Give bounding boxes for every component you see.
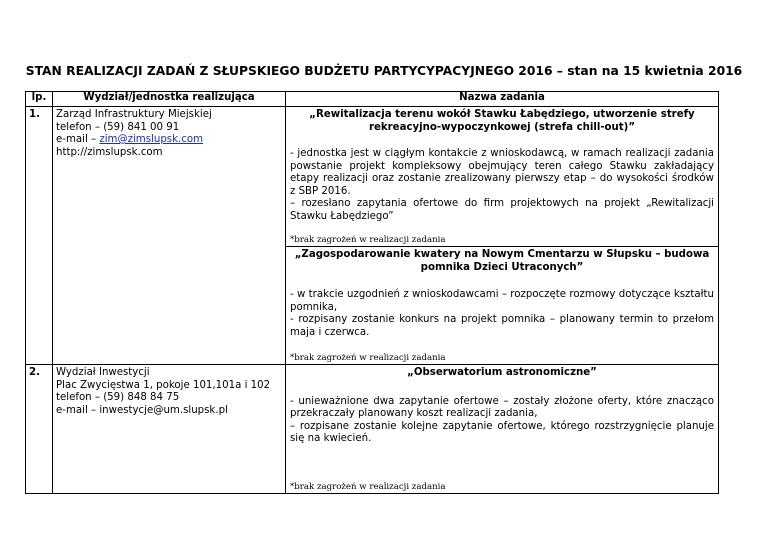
task-description: [290, 148, 714, 223]
table-row: [26, 365, 719, 494]
unit-cell: [53, 365, 286, 494]
page-title: STAN REALIZACJI ZADAŃ Z SŁUPSKIEGO BUDŻETU PARTYCYPACYJNEGO 2016 – stan na 15 kwietnia 2016: [25, 64, 743, 78]
task-description-line: - unieważnione dwa zapytanie ofertowe – zostały złożone oferty, które znacząco przekraczały planowany koszt realizacji zadania,: [290, 395, 714, 419]
header-lp: lp.: [26, 92, 53, 107]
task-description: [290, 396, 714, 446]
task-risk-note: *brak zagrożeń w realizacji zadania: [290, 481, 446, 492]
row-number: 1.: [26, 107, 53, 365]
tasks-table: [25, 91, 719, 494]
unit-email-line: [56, 134, 282, 147]
task-description-line: – rozpisane zostanie kolejne zapytanie ofertowe, którego rozstrzygnięcie planuje się na kwiecień.: [290, 420, 714, 444]
unit-name: Wydział Inwestycji: [56, 367, 150, 378]
unit-email-link[interactable]: zim@zimslupsk.com: [99, 134, 203, 145]
header-unit: Wydział/jednostka realizująca: [53, 92, 286, 107]
task-description-line: – rozesłano zapytania ofertowe do firm projektowych na projekt „Rewitalizacji Stawku Łabędziego”: [290, 198, 714, 222]
task-description-line: - rozpisany zostanie konkurs na projekt pomnika – planowany termin to przełom maja i czerwca.: [290, 314, 714, 338]
table-header-row: [26, 92, 719, 107]
task-cell: [286, 107, 719, 247]
row-number: 2.: [26, 365, 53, 494]
task-cell: [286, 365, 719, 494]
task-cell: [286, 247, 719, 365]
unit-email-prefix: e-mail –: [56, 134, 100, 145]
unit-email: e-mail – inwestycje@um.slupsk.pl: [56, 404, 228, 416]
task-risk-note: *brak zagrożeń w realizacji zadania: [290, 235, 446, 245]
task-name: „Obserwatorium astronomiczne”: [407, 367, 597, 378]
header-task: Nazwa zadania: [286, 92, 719, 107]
unit-cell: [53, 107, 286, 365]
unit-www: http://zimslupsk.com: [56, 146, 163, 158]
task-risk-note: *brak zagrożeń w realizacji zadania: [290, 353, 446, 363]
unit-phone: telefon – (59) 841 00 91: [56, 121, 180, 133]
unit-name: Zarząd Infrastruktury Miejskiej: [56, 109, 212, 120]
task-name: „Rewitalizacja terenu wokół Stawku Łabędziego, utworzenie strefy rekreacyjno-wypoczynkowej (strefa chill-out)”: [309, 109, 695, 133]
table-row: [26, 107, 719, 247]
task-description-line: - jednostka jest w ciągłym kontakcie z wnioskodawcą, w ramach realizacji zadania powstanie projekt kompleksowy obejmujący teren całego Stawku zakładający etapy realizacji oraz zostanie zrealizowany pierwszy etap – do wysokości środków z SBP 2016.: [290, 148, 714, 197]
task-name: „Zagospodarowanie kwatery na Nowym Cmentarzu w Słupsku – budowa pomnika Dzieci Utraconych”: [294, 249, 710, 273]
task-description-line: - w trakcie uzgodnień z wnioskodawcami – rozpoczęte rozmowy dotyczące kształtu pomnika,: [290, 289, 714, 313]
task-description: [290, 289, 714, 339]
unit-phone: telefon – (59) 848 84 75: [56, 392, 180, 403]
unit-address: Plac Zwycięstwa 1, pokoje 101,101a i 102: [56, 379, 271, 391]
